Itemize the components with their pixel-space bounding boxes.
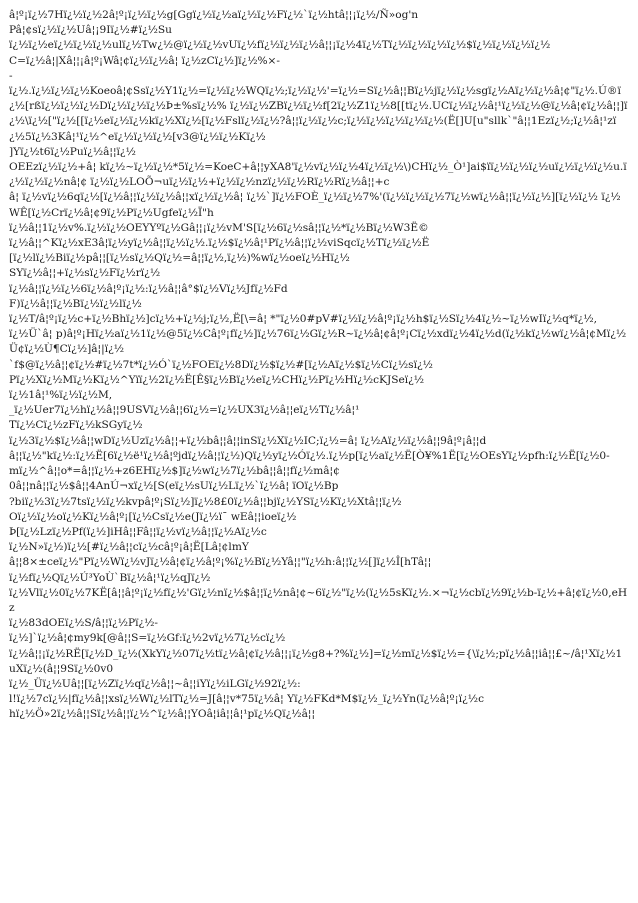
- garbled-text-body: â¦º¡ï¿½7Hï¿½ï¿½2â¦º¡ï¿½ï¿½g[Ggï¿½ï¿½aï¿½ï¿½Fï¿½`ï¿½htâ¦¦¡ï¿½/Ñ»og'n Pâ¦¢sï¿½ï¿½Uâ¦¡9Iï¿½#ï¿½Su ï¿½ï¿½eï¿½ï¿½ï¿½ulï¿½Tw¿½@ï¿½ï¿½vUï¿½fï¿½ï¿½ï¿½â¦¦¡ï¿½4ï¿½Tï¿½ï¿½ï¿½ï¿½$ï¿½ï¿½ï¿½ï¿½ C=ï¿½â¦|Xâ¦¦¡â¦º¡Wâ¦¢ï¿½ï¿½â¦ ï¿½zCï¿½]ï¿½%×- - ï¿½.ï¿½ï¿½ï¿½Koeoâ¦¢Ssï¿½Y1ï¿½=ï¿½ï¿½WQï¿½;ï¿½ï¿½'=ï¿½=Sï¿½â¦¦Bï¿½jï¿½ï¿½sgï¿½Aï¿½ï¿½â¦¢"ï¿½.Ú®ï¿½[rßï¿½ï¿½ï¿½Dï¿½ï¿½ï¿½Þ±%sï¿½% ï¿½ï¿½ZBï¿½ï¿½f[2ï¿½Z1ï¿½8[[tï¿½.UCï¿½ï¿½â¦¹ï¿½ï¿½@ï¿½â¦¢ï¿½â¦¦]ï¿½\ï¿½["ï¿½[[ï¿½eï¿½ï¿½kï¿½Xï¿½[ï¿½Fslï¿½ï¿½?â¦¦ï¿½ï¿½c;ï¿½ï¿½ï¿½ï¿½ï¿½(Ë[]U[u"sllk`"â¦¦1Ezï¿½;ï¿½â¦¹zï¿½5ï¿½3Kâ¦¹ï¿½^eï¿½ï¿½ï¿½[v3@ï¿½ï¿½Kï¿½ ]Yï¿½t6ï¿½Puï¿½â¦¦ï¿½ OEEzï¿½ï¿½+â¦ kï¿½~ï¿½ï¿½*5ï¿½=KoeC+â¦¦yXA8'ï¿½vï¿½ï¿½4ï¿½ï¿½\)CHï¿½_Ò¹]ai$ïï¿½ï¿½ï¿½uï¿½ï¿½ï¿½u.ï¿½ï¿½ï¿½nâ¦¢ ï¿½ï¿½LOÕ¬uï¿½ï¿½+ï¿½ï¿½nzï¿½ï¿½Rï¿½Rï¿½â¦¦+c â¦ ï¿½vï¿½6qï¿½[ï¿½â¦¦ï¿½ï¿½â¦¦xï¿½ï¿½â¦ ï¿½`]ï¿½FOÈ_ï¿½ï¿½7%'(ï¿½ï¿½ï¿½7ï¿½wï¿½â¦¦ï¿½ï¿½][ï¿½ï¿½ ï¿½WÊ[ï¿½Crï¿½â¦¢9ï¿½Pï¿½Ugfeï¿½Ï"h ï¿½â¦¦1ï¿½v%.ï¿½ï¿½OEYYºï¿½Gâ¦¦¡ï¿½vM'S[ï¿½6ï¿½sâ¦¦ï¿½*ï¿½Bï¿½W3Ë© ï¿½â¦¦^Kï¿½xE3â¦ï¿½yï¿½â¦¦ï¿½ï¿½.ï¿½$ï¿½â¦¹Pï¿½â¦¦ï¿½viSqcï¿½Tï¿½ï¿½Ë [ï¿½lï¿½Biï¿½pâ¦¦[ï¿½sï¿½Qï¿½=â¦¦ï¿½,ï¿½)%wï¿½oeï¿½Hï¿½ SYï¿½â¦¦+ï¿½sï¿½Fï¿½rï¿½ ï¿½â¦¦ï¿½ï¿½6ï¿½â¦º¡ï¿½:ï¿½â¦¦â°$ï¿½Vï¿½Jfï¿½Fd F)ï¿½â¦¦ï¿½Bï¿½ï¿½lï¿½ ï¿½T/â¦º¡ï¿½c+ï¿½Bhï¿½]cï¿½+ï¿½j;ï¿½,Ë[\=â¦ *"ï¿½0#pV#ï¿½ï¿½â¦º¡ï¿½h$ï¿½Sï¿½4ï¿½~ï¿½wIï¿½q*ï¿½, ï¿½Ü`â¦ p)â¦º¡Hï¿½aï¿½1ï¿½@5ï¿½Câ¦º¡fï¿½]ï¿½76ï¿½Gï¿½R~ï¿½â¦¢â¦º¡Cï¿½xdï¿½4ï¿½d(ï¿½kï¿½wï¿½â¦¢Mï¿½Ü¢ï¿½Ù¶Cï¿½]â¦|ï¿½ `f$@ï¿½â¦¦¢ï¿½#ï¿½7t*ï¿½Ó`ï¿½FOEï¿½8Dï¿½$ï¿½#[ï¿½Aï¿½$ï¿½Cï¿½sï¿½ Pï¿½Xï¿½Mï¿½Kï¿½^Yïï¿½2ï¿½Ë[Ê§ï¿½Bï¿½eï¿½CHï¿½Pï¿½Hï¿½cKJSeï¿½ ï¿½1â¦¹%ï¿½ï¿½M, _ï¿½Uer7ï¿½hï¿½â¦¦9USVï¿½â¦¦6ï¿½=ï¿½UX3ï¿½â¦¦eï¿½Tï¿½â¦¹ Tï¿½Cï¿½zFï¿½kSGyï¿½ ï¿½3ï¿½$ï¿½â¦¦wDï¿½Uzï¿½â¦¦+ï¿½bâ¦¦â¦¦inSï¿½Xï¿½IC;ï¿½=â¦ ï¿½Aï¿½ï¿½â¦¦9â¦º¡â¦¦d â¦¦ï¿½"kï¿½:ï¿½Ë[6ï¿½ë¹ï¿½â¦ºjdï¿½â¦¦ï¿½)Qï¿½yï¿½Óï¿½.ï¿½p[ï¿½aï¿½Ë[Ò¥%1Ë[ï¿½OEsYï¿½pfh:ï¿½Ë[ï¿½0- mï¿½^â¦¦o*=â¦¦ï¿½+z6EHï¿½$]ï¿½wï¿½7ï¿½bâ¦¦â¦¦fï¿½mâ¦¢ 0â¦¦nâ¦¦ï¿½$â¦¦4AnÚ¬xï¿½[S(eï¿½sUï¿½Lï¿½`ï¿½â¦ ïOï¿½Bp ?biï¿½3ï¿½7tsï¿½ï¿½kvpâ¦º¡Sï¿½]ï¿½8£0ï¿½â¦¦bjï¿½YSï¿½Kï¿½Xtâ¦¦ï¿½ Oï¿½ï¿½oï¿½Kï¿½â¦º¡[ï¿½Csï¿½e(Jï¿½ï¯ wEâ¦¦ioeï¿½ Þ[ï¿½Lzï¿½Pf(ï¿½]iHâ¦¦Fâ¦¦ï¿½vï¿½â¦¦ï¿½Aï¿½c ï¿½N»ï¿½)ï¿½[#ï¿½â¦¦cï¿½câ¦º¡â¦Ë[Lâ¦¢lmY â¦¦8×±ceï¿½"Pï¿½Wï¿½vJï¿½â¦¢ï¿½â¦º¡%ï¿½Bï¿½Yâ¦¦"ï¿½h:â¦¦ï¿½[]ï¿½Î[hTâ¦¦ ï¿½fï¿½Qï¿½Ú³YoÙ`Bï¿½â¦¹ï¿½qJï¿½ ï¿½Vlï¿½0ï¿½7KË[â¦¦â¦º¡ï¿½fï¿½'Gï¿½nï¿½$â¦¦ï¿½nâ¦¢~6ï¿½"ï¿½(ï¿½5sKï¿½.×¬ï¿½cbï¿½9ï¿½b-ï¿½+â¦¢ï¿½0,eHz ï¿½83dOEï¿½S/â¦¦ï¿½Pï¿½- ï¿½]`ï¿½â¦¢my9k[@â¦¦S=ï¿½Gf:ï¿½2vï¿½7ï¿½cï¿½ ï¿½â¦¦¡ï¿½RË[ï¿½D_ï¿½(XkYï¿½07ï¿½tï¿½â¦¢ï¿½â¦¦¡ï¿½g8+?%ï¿½]=ï¿½mï¿½$ï¿½={\ï¿½;pï¿½â¦¦iâ¦¦£~/â¦¹Xï¿½1uXï¿½(â¦¦9Sï¿½0v0 ï¿½_Üï¿½Uâ¦¦[ï¿½Zï¿½qï¿½â¦¦~â¦¦iYï¿½iLGï¿½92ï¿½: l!ï¿½7cï¿½|fï¿½â¦¦xsï¿½Wï¿½lTï¿½=J[â¦¦v*75ï¿½â¦ Yï¿½FKd*M$ï¿½_ï¿½Yn(ï¿½â¦º¡ï¿½c hï¿½Ö»2ï¿½â¦¦Sï¿½â¦¦ï¿½^ï¿½â¦¦YOâ¦iâ¦¦â¦¹pï¿½Qï¿½â¦¦: [9, 9, 628, 721]
